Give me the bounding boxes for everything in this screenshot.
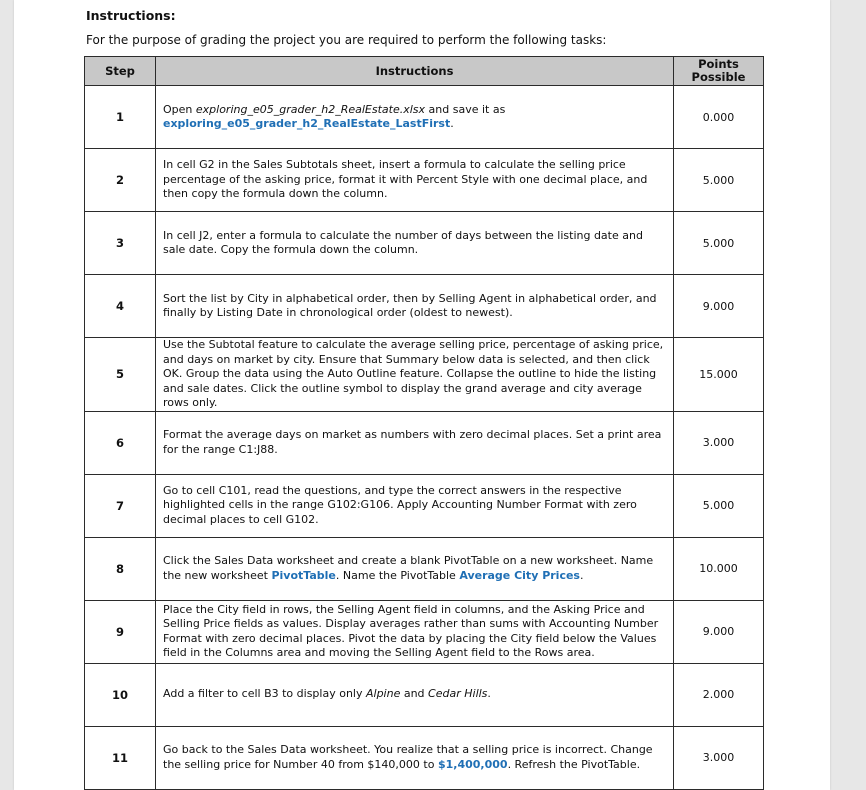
instruction-fragment: . (487, 687, 491, 701)
instruction-text (156, 212, 674, 275)
points-value: 2.000 (674, 663, 764, 726)
points-column-header (674, 57, 764, 86)
instruction-text (156, 86, 674, 149)
table-row (85, 86, 764, 149)
points-value: 0.000 (674, 86, 764, 149)
instruction-fragment: and (400, 687, 429, 701)
points-header-line1: Points (698, 57, 739, 71)
table-row (85, 149, 764, 212)
italic-term: Cedar Hills (428, 687, 488, 701)
instruction-fragment: Add a filter to cell B3 to display only (163, 687, 366, 701)
points-value: 5.000 (674, 149, 764, 212)
step-number: 2 (85, 149, 156, 212)
instruction-fragment: Use the Subtotal feature to calculate the average selling price, percentage of asking price, and days on market by city. Ensure that Summary below data is selected, and then click OK. Group the data using the Auto Outline feature. Collapse the outline to hide the listing and sale dates. Click the outline symbol to display the grand average and city average rows only. (163, 338, 664, 409)
points-value: 10.000 (674, 537, 764, 600)
instructions-column-header: Instructions (156, 57, 674, 86)
highlighted-term: $1,400,000 (437, 757, 508, 771)
points-value: 3.000 (674, 411, 764, 474)
instruction-fragment: Open (163, 102, 196, 116)
step-number: 9 (85, 600, 156, 663)
instruction-text (156, 149, 674, 212)
instruction-fragment: . Name the PivotTable (335, 568, 460, 582)
highlighted-term: Average City Prices (459, 568, 580, 582)
instruction-fragment: Sort the list by City in alphabetical order, then by Selling Agent in alphabetical order, and finally by Listing Date in chronological order (oldest to newest). (163, 291, 657, 319)
step-number: 4 (85, 275, 156, 338)
instruction-fragment: Click the Sales Data worksheet and create a blank PivotTable on a new worksheet. Name the new worksheet (163, 554, 654, 582)
points-value: 9.000 (674, 600, 764, 663)
instruction-fragment: Format the average days on market as numbers with zero decimal places. Set a print area for the range C1:J88. (163, 428, 662, 456)
table-row (85, 275, 764, 338)
table-body (85, 86, 764, 790)
instructions-table (84, 56, 764, 790)
instruction-text (156, 411, 674, 474)
instruction-fragment: In cell G2 in the Sales Subtotals sheet, insert a formula to calculate the selling price percentage of the asking price, format it with Percent Style with one decimal place, and then copy the formula down the column. (163, 158, 648, 201)
step-number: 5 (85, 338, 156, 412)
step-column-header: Step (85, 57, 156, 86)
step-number: 6 (85, 411, 156, 474)
instruction-fragment: . (450, 117, 454, 130)
document-page (14, 0, 830, 790)
table-row (85, 537, 764, 600)
step-number: 1 (85, 86, 156, 149)
highlighted-term: PivotTable (271, 568, 336, 582)
table-row (85, 474, 764, 537)
instruction-text (156, 663, 674, 726)
step-number: 8 (85, 537, 156, 600)
points-value: 5.000 (674, 474, 764, 537)
instruction-text (156, 338, 674, 412)
instruction-fragment: Place the City field in rows, the Selling Agent field in columns, and the Asking Price and Selling Price fields as values. Display averages rather than sums with Accounting Number Format with zero decimal places. Pivot the data by placing the City field below the Values field in the Columns area and moving the Selling Agent field to the Rows area. (163, 602, 659, 659)
points-value: 3.000 (674, 726, 764, 789)
italic-term: Alpine (365, 687, 401, 701)
instruction-fragment: . (579, 568, 584, 582)
instructions-heading: Instructions: (86, 8, 176, 23)
instruction-text (156, 726, 674, 789)
instruction-fragment: and save it as (425, 102, 506, 116)
points-value: 5.000 (674, 212, 764, 275)
table-row (85, 663, 764, 726)
instruction-text (156, 275, 674, 338)
table-row (85, 411, 764, 474)
instruction-fragment: In cell J2, enter a formula to calculate the number of days between the listing date and sale date. Copy the formula down the column. (163, 228, 643, 256)
table-row (85, 212, 764, 275)
table-row (85, 726, 764, 789)
table-header-row (85, 57, 764, 86)
instruction-fragment: Go to cell C101, read the questions, and type the correct answers in the respective highlighted cells in the range G102:G106. Apply Accounting Number Format with zero decimal places to cell G102. (163, 483, 637, 526)
step-number: 10 (85, 663, 156, 726)
instruction-text (156, 600, 674, 663)
step-number: 11 (85, 726, 156, 789)
points-value: 9.000 (674, 275, 764, 338)
step-number: 3 (85, 212, 156, 275)
intro-text: For the purpose of grading the project you are required to perform the following tasks: (86, 33, 607, 47)
points-value: 15.000 (674, 338, 764, 412)
table-row (85, 338, 764, 412)
instruction-fragment: . Refresh the PivotTable. (507, 757, 641, 771)
highlighted-term: exploring_e05_grader_h2_RealEstate_LastFirst (163, 117, 451, 130)
step-number: 7 (85, 474, 156, 537)
table-row (85, 600, 764, 663)
instruction-fragment: Go back to the Sales Data worksheet. You realize that a selling price is incorrect. Change the selling price for Number 40 from $140,000 to (163, 743, 653, 771)
italic-term: exploring_e05_grader_h2_RealEstate.xlsx (195, 102, 426, 116)
instruction-text (156, 474, 674, 537)
points-header-line2: Possible (691, 70, 746, 84)
instruction-text (156, 537, 674, 600)
